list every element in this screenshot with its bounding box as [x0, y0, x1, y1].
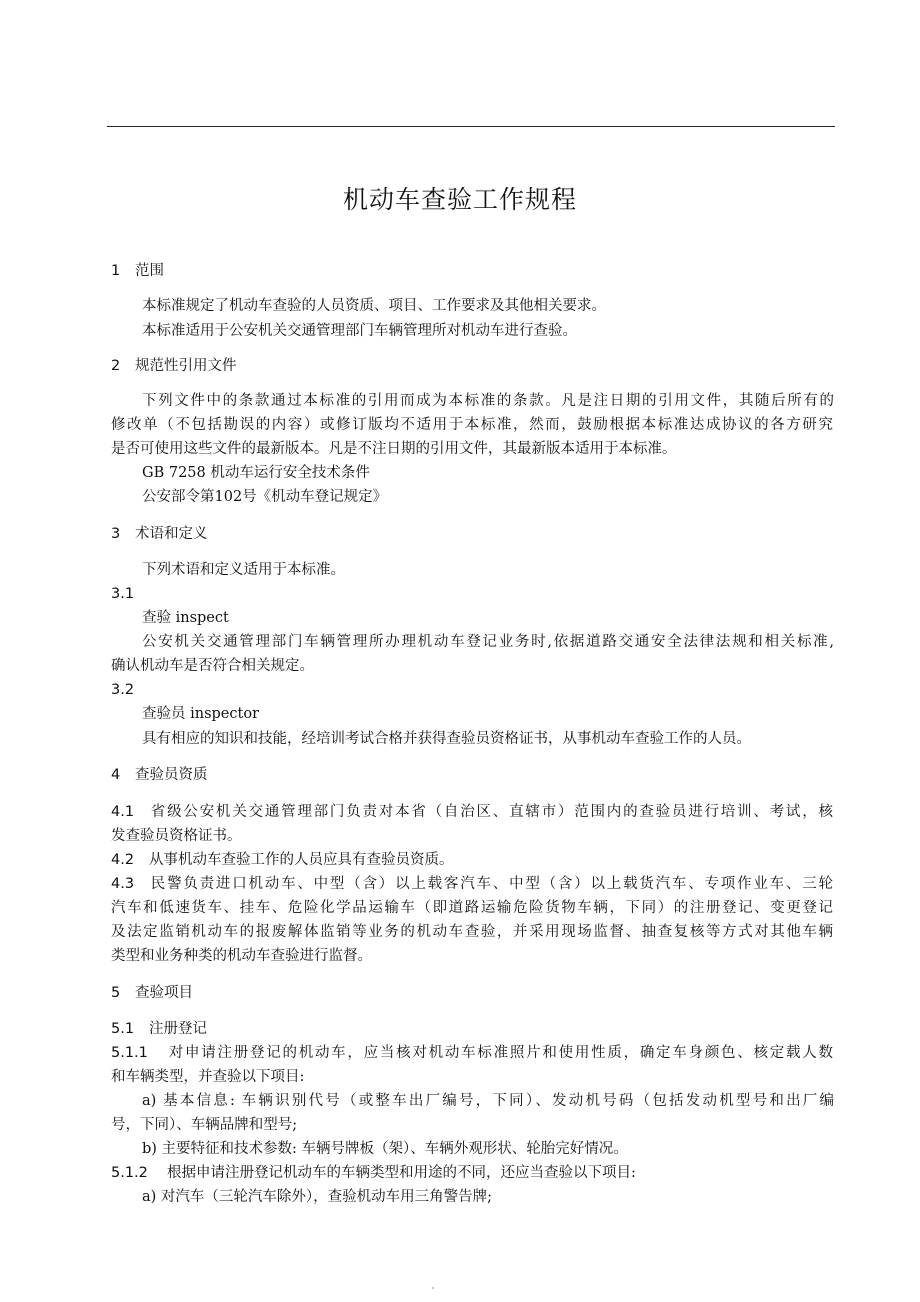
section-title: 术语和定义 [135, 526, 208, 542]
section-3-heading [111, 525, 208, 543]
clause-number: 5.1.2 [111, 1165, 148, 1181]
clause-number: 4.2 [111, 852, 135, 868]
paragraph: 及法定监销机动车的报废解体监销等业务的机动车查验，并采用现场监督、抽查复核等方式对其他车辆 [111, 924, 833, 940]
subsection-5-1 [111, 1020, 207, 1038]
term-name: 查验员 inspector [142, 706, 259, 722]
section-title: 查验员资质 [135, 767, 208, 783]
list-item: a) 对汽车（三轮汽车除外），查验机动车用三角警告牌; [142, 1189, 493, 1205]
clause-text: 省级公安机关交通管理部门负责对本省（自治区、直辖市）范围内的查验员进行培训、考试，核 [149, 804, 833, 820]
clause-number: 4.3 [111, 876, 135, 892]
clause-text: 根据申请注册登记机动车的车辆类型和用途的不同，还应当查验以下项目: [167, 1165, 636, 1181]
list-item: b) 主要特征和技术参数: 车辆号牌板（架）、车辆外观形状、轮胎完好情况。 [142, 1141, 628, 1157]
clause-5-1-1 [111, 1044, 833, 1062]
section-2-heading [111, 357, 237, 375]
clause-text: 民警负责进口机动车、中型（含）以上载客汽车、中型（含）以上载货汽车、专项作业车、三轮 [149, 876, 833, 892]
section-5-heading [111, 984, 193, 1002]
paragraph: 是否可使用这些文件的最新版本。凡是不注日期的引用文件，其最新版本适用于本标准。 [111, 441, 677, 457]
list-item: a) 基本信息: 车辆识别代号（或整车出厂编号，下同）、发动机号码（包括发动机型号和出厂编 [142, 1093, 834, 1109]
term-name: 查验 inspect [142, 610, 229, 626]
section-1-heading [111, 262, 164, 280]
section-number: 1 [111, 263, 121, 279]
clause-4-2 [111, 851, 454, 869]
clause-number: 5.1.1 [111, 1045, 148, 1061]
term-number: 3.1 [111, 586, 135, 602]
paragraph: 发查验员资格证书。 [111, 828, 242, 844]
paragraph: 下列文件中的条款通过本标准的引用而成为本标准的条款。凡是注日期的引用文件，其随后所有的 [142, 393, 834, 409]
clause-text: 注册登记 [149, 1021, 207, 1037]
clause-text: 对申请注册登记的机动车，应当核对机动车标准照片和使用性质，确定车身颜色、核定载人数 [167, 1045, 833, 1061]
reference-item: 公安部令第102号《机动车登记规定》 [142, 489, 388, 505]
paragraph: 和车辆类型，并查验以下项目: [111, 1069, 305, 1085]
clause-text: 从事机动车查验工作的人员应具有查验员资质。 [149, 852, 454, 868]
list-item: 号，下同）、车辆品牌和型号; [111, 1117, 298, 1133]
page-title: 机动车查验工作规程 [342, 185, 577, 214]
section-number: 2 [111, 358, 121, 374]
section-number: 3 [111, 526, 121, 542]
section-title: 范围 [135, 263, 164, 279]
term-number: 3.2 [111, 682, 135, 698]
paragraph: 下列术语和定义适用于本标准。 [142, 562, 345, 578]
paragraph: 本标准规定了机动车查验的人员资质、项目、工作要求及其他相关要求。 [142, 298, 606, 314]
clause-4-1 [111, 803, 833, 821]
clause-5-1-2 [111, 1164, 636, 1182]
term-definition: 公安机关交通管理部门车辆管理所办理机动车登记业务时,依据道路交通安全法律法规和相关标准, [142, 634, 834, 650]
section-4-heading [111, 766, 208, 784]
paragraph: 类型和业务种类的机动车查验进行监督。 [111, 948, 372, 964]
section-title: 规范性引用文件 [135, 358, 237, 374]
section-number: 4 [111, 767, 121, 783]
section-title: 查验项目 [135, 985, 193, 1001]
section-number: 5 [111, 985, 121, 1001]
clause-4-3 [111, 875, 833, 893]
term-definition: 具有相应的知识和技能，经培训考试合格并获得查验员资格证书，从事机动车查验工作的人员。 [142, 731, 751, 747]
term-definition: 确认机动车是否符合相关规定。 [111, 658, 314, 674]
paragraph: 汽车和低速货车、挂车、危险化学品运输车（即道路运输危险货物车辆，下同）的注册登记、变更登记 [111, 900, 833, 916]
page-mark [432, 1287, 434, 1289]
clause-number: 4.1 [111, 804, 135, 820]
reference-item: GB 7258 机动车运行安全技术条件 [142, 465, 370, 481]
clause-number: 5.1 [111, 1021, 135, 1037]
paragraph: 本标准适用于公安机关交通管理部门车辆管理所对机动车进行查验。 [142, 323, 577, 339]
paragraph: 修改单（不包括勘误的内容）或修订版均不适用于本标准，然而，鼓励根据本标准达成协议的各方研究 [111, 417, 833, 433]
header-rule [107, 126, 835, 127]
